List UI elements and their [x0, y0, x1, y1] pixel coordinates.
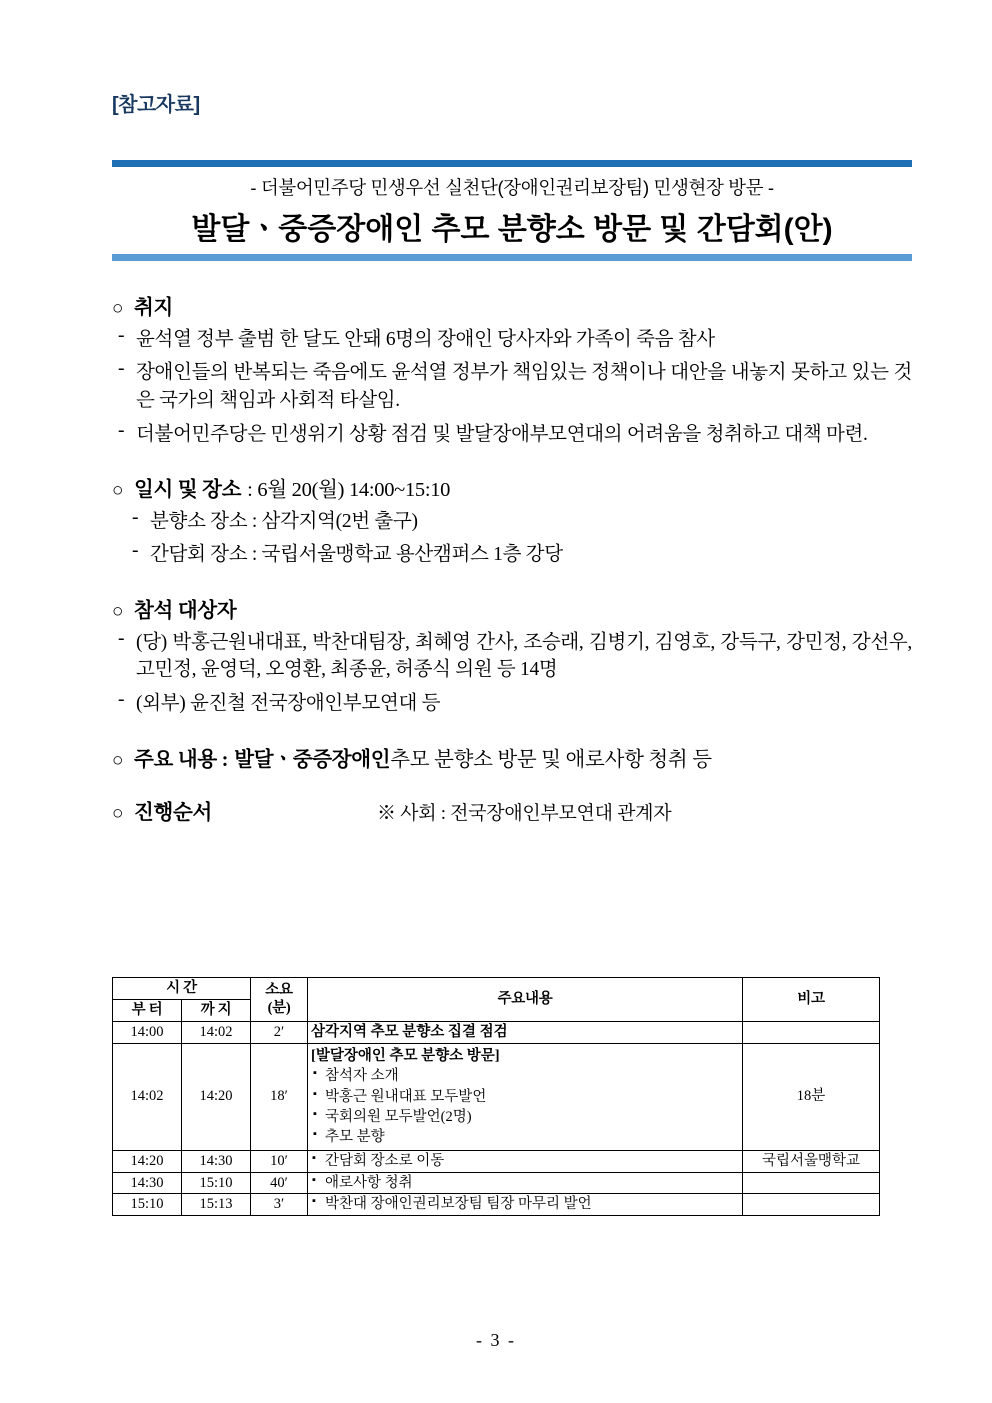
cell-note	[743, 1172, 880, 1194]
cell-sub-item: ▪ 애로사항 청취	[311, 1174, 413, 1193]
title-block	[112, 160, 912, 261]
cell-sub-item: ▪ 국회의원 모두발언(2명)	[311, 1108, 739, 1127]
cell-note	[743, 1021, 880, 1043]
cell-from: 14:02	[113, 1043, 182, 1150]
bullet-circle-icon: ○	[112, 601, 124, 623]
cell-to: 14:02	[182, 1021, 251, 1043]
page-title: 발달ㆍ중증장애인 추모 분향소 방문 및 간담회(안)	[191, 213, 833, 246]
title-top-rule	[112, 160, 912, 167]
cell-duration: 10′	[251, 1150, 308, 1172]
dash-marker: -	[132, 506, 139, 528]
title-subtitle: - 더불어민주당 민생우선 실천단(장애인권리보장팀) 민생현장 방문 -	[250, 177, 774, 198]
section-attendees-title: 참석 대상자	[134, 600, 237, 623]
dash-marker: -	[118, 358, 125, 380]
section-attendees-list	[112, 629, 912, 718]
table-row	[113, 1172, 880, 1194]
table-head	[113, 978, 880, 1022]
cell-from: 15:10	[113, 1194, 182, 1216]
column-header-time-group: 시 간	[113, 978, 251, 1000]
table-header-row	[113, 978, 880, 1000]
bullet-circle-icon: ○	[112, 480, 124, 502]
cell-sub-item: ▪ 박홍근 원내대표 모두발언	[311, 1088, 739, 1107]
dash-marker: -	[118, 419, 125, 441]
section-main-content-heading	[112, 750, 912, 771]
cell-to: 14:30	[182, 1150, 251, 1172]
list-item-text: 더불어민주당은 민생위기 상황 점검 및 발달장애부모연대의 어려움을 청취하고 대책 마련.	[136, 423, 868, 445]
column-header-duration	[251, 978, 308, 1022]
section-purpose-title: 취지	[134, 297, 174, 319]
cell-from: 14:20	[113, 1150, 182, 1172]
list-item	[126, 508, 912, 536]
cell-note: 18분	[743, 1043, 880, 1150]
column-header-main: 주요내용	[308, 978, 743, 1022]
cell-sub-item: ▪ 참석자 소개	[311, 1067, 739, 1086]
dash-marker: -	[132, 540, 139, 562]
section-attendees-heading	[112, 601, 912, 622]
cell-duration: 2′	[251, 1021, 308, 1043]
cell-main-title: 삼각지역 추모 분향소 집결 점검	[311, 1023, 508, 1040]
section-main-content	[112, 750, 912, 771]
cell-to: 15:13	[182, 1194, 251, 1216]
list-item-text: 분향소 장소 : 삼각지역(2번 출구)	[150, 510, 418, 532]
dash-marker: -	[118, 324, 125, 346]
section-program	[112, 803, 912, 824]
list-item	[112, 421, 912, 449]
section-main-content-value-bold: 발달ㆍ중증장애인	[234, 748, 391, 771]
list-item-text: 간담회 장소 : 국립서울맹학교 용산캠퍼스 1층 강당	[150, 544, 563, 566]
spacer	[112, 454, 912, 480]
section-program-title: 진행순서	[134, 802, 213, 825]
section-main-content-title: 주요 내용 :	[134, 748, 229, 771]
cell-main	[308, 1194, 743, 1216]
bullet-circle-icon: ○	[112, 803, 124, 825]
cell-from: 14:00	[113, 1021, 182, 1043]
reference-tag: [참고자료]	[112, 94, 200, 116]
section-attendees	[112, 601, 912, 718]
list-item	[112, 629, 912, 684]
column-header-duration-label: 소요	[265, 981, 293, 998]
column-header-duration-unit: (분)	[267, 1000, 291, 1017]
document-body	[112, 298, 912, 831]
cell-main	[308, 1043, 743, 1150]
cell-duration: 18′	[251, 1043, 308, 1150]
cell-main	[308, 1021, 743, 1043]
list-item-text: 장애인들의 반복되는 죽음에도 윤석열 정부가 책임있는 정책이나 대안을 내놓지 못하고 있는 것은 국가의 책임과 사회적 타살임.	[136, 362, 912, 411]
section-datetime-list	[112, 508, 912, 569]
section-program-note: ※ 사회 : 전국장애인부모연대 관계자	[377, 803, 672, 825]
table-row	[113, 1194, 880, 1216]
bullet-circle-icon: ○	[112, 298, 124, 319]
section-purpose-list	[112, 326, 912, 449]
cell-from: 14:30	[113, 1172, 182, 1194]
section-purpose-heading	[112, 298, 912, 319]
list-item	[112, 359, 912, 414]
cell-main-title: [발달장애인 추모 분향소 방문]	[311, 1047, 500, 1064]
spacer	[112, 724, 912, 750]
cell-sub-item: ▪ 추모 분향	[311, 1128, 739, 1147]
section-main-content-value: 추모 분향소 방문 및 애로사항 청취 등	[390, 748, 712, 771]
cell-sub-item: ▪ 간담회 장소로 이동	[311, 1152, 444, 1171]
table-row	[113, 1150, 880, 1172]
cell-sub-item: ▪ 박찬대 장애인권리보장팀 팀장 마무리 발언	[311, 1195, 592, 1214]
table-row	[113, 1021, 880, 1043]
title-bottom-rule	[112, 254, 912, 261]
cell-main	[308, 1150, 743, 1172]
list-item	[112, 326, 912, 354]
list-item-text: (당) 박홍근원내대표, 박찬대팀장, 최혜영 간사, 조승래, 김병기, 김영호, 강득구, 강민정, 강선우, 고민정, 윤영덕, 오영환, 최종윤, 허종식 의원 등 14명	[136, 631, 912, 681]
table-row	[113, 1043, 880, 1150]
cell-note	[743, 1194, 880, 1216]
list-item	[126, 541, 912, 569]
page-number: - 3 -	[476, 1330, 516, 1350]
cell-to: 14:20	[182, 1043, 251, 1150]
spacer	[112, 777, 912, 803]
section-purpose	[112, 298, 912, 448]
cell-to: 15:10	[182, 1172, 251, 1194]
column-header-from: 부 터	[113, 999, 182, 1021]
spacer	[112, 575, 912, 601]
cell-duration: 40′	[251, 1172, 308, 1194]
section-datetime	[112, 480, 912, 569]
schedule-table	[112, 977, 880, 1216]
section-datetime-title: 일시 및 장소	[134, 479, 242, 502]
cell-duration: 3′	[251, 1194, 308, 1216]
dash-marker: -	[118, 689, 125, 710]
list-item-text: 윤석열 정부 출범 한 달도 안돼 6명의 장애인 당사자와 가족이 죽음 참사	[136, 328, 715, 350]
section-datetime-heading	[112, 480, 912, 501]
dash-marker: -	[118, 627, 125, 649]
cell-sub-list	[311, 1067, 739, 1147]
column-header-note: 비고	[743, 978, 880, 1022]
cell-main	[308, 1172, 743, 1194]
section-datetime-value: : 6월 20(월) 14:00~15:10	[247, 479, 451, 502]
list-item-text: (외부) 윤진철 전국장애인부모연대 등	[136, 693, 441, 714]
list-item	[112, 690, 912, 718]
cell-note: 국립서울맹학교	[743, 1150, 880, 1172]
section-program-heading	[112, 803, 912, 824]
bullet-circle-icon: ○	[112, 749, 124, 771]
column-header-to: 까 지	[182, 999, 251, 1021]
table-body	[113, 1021, 880, 1216]
